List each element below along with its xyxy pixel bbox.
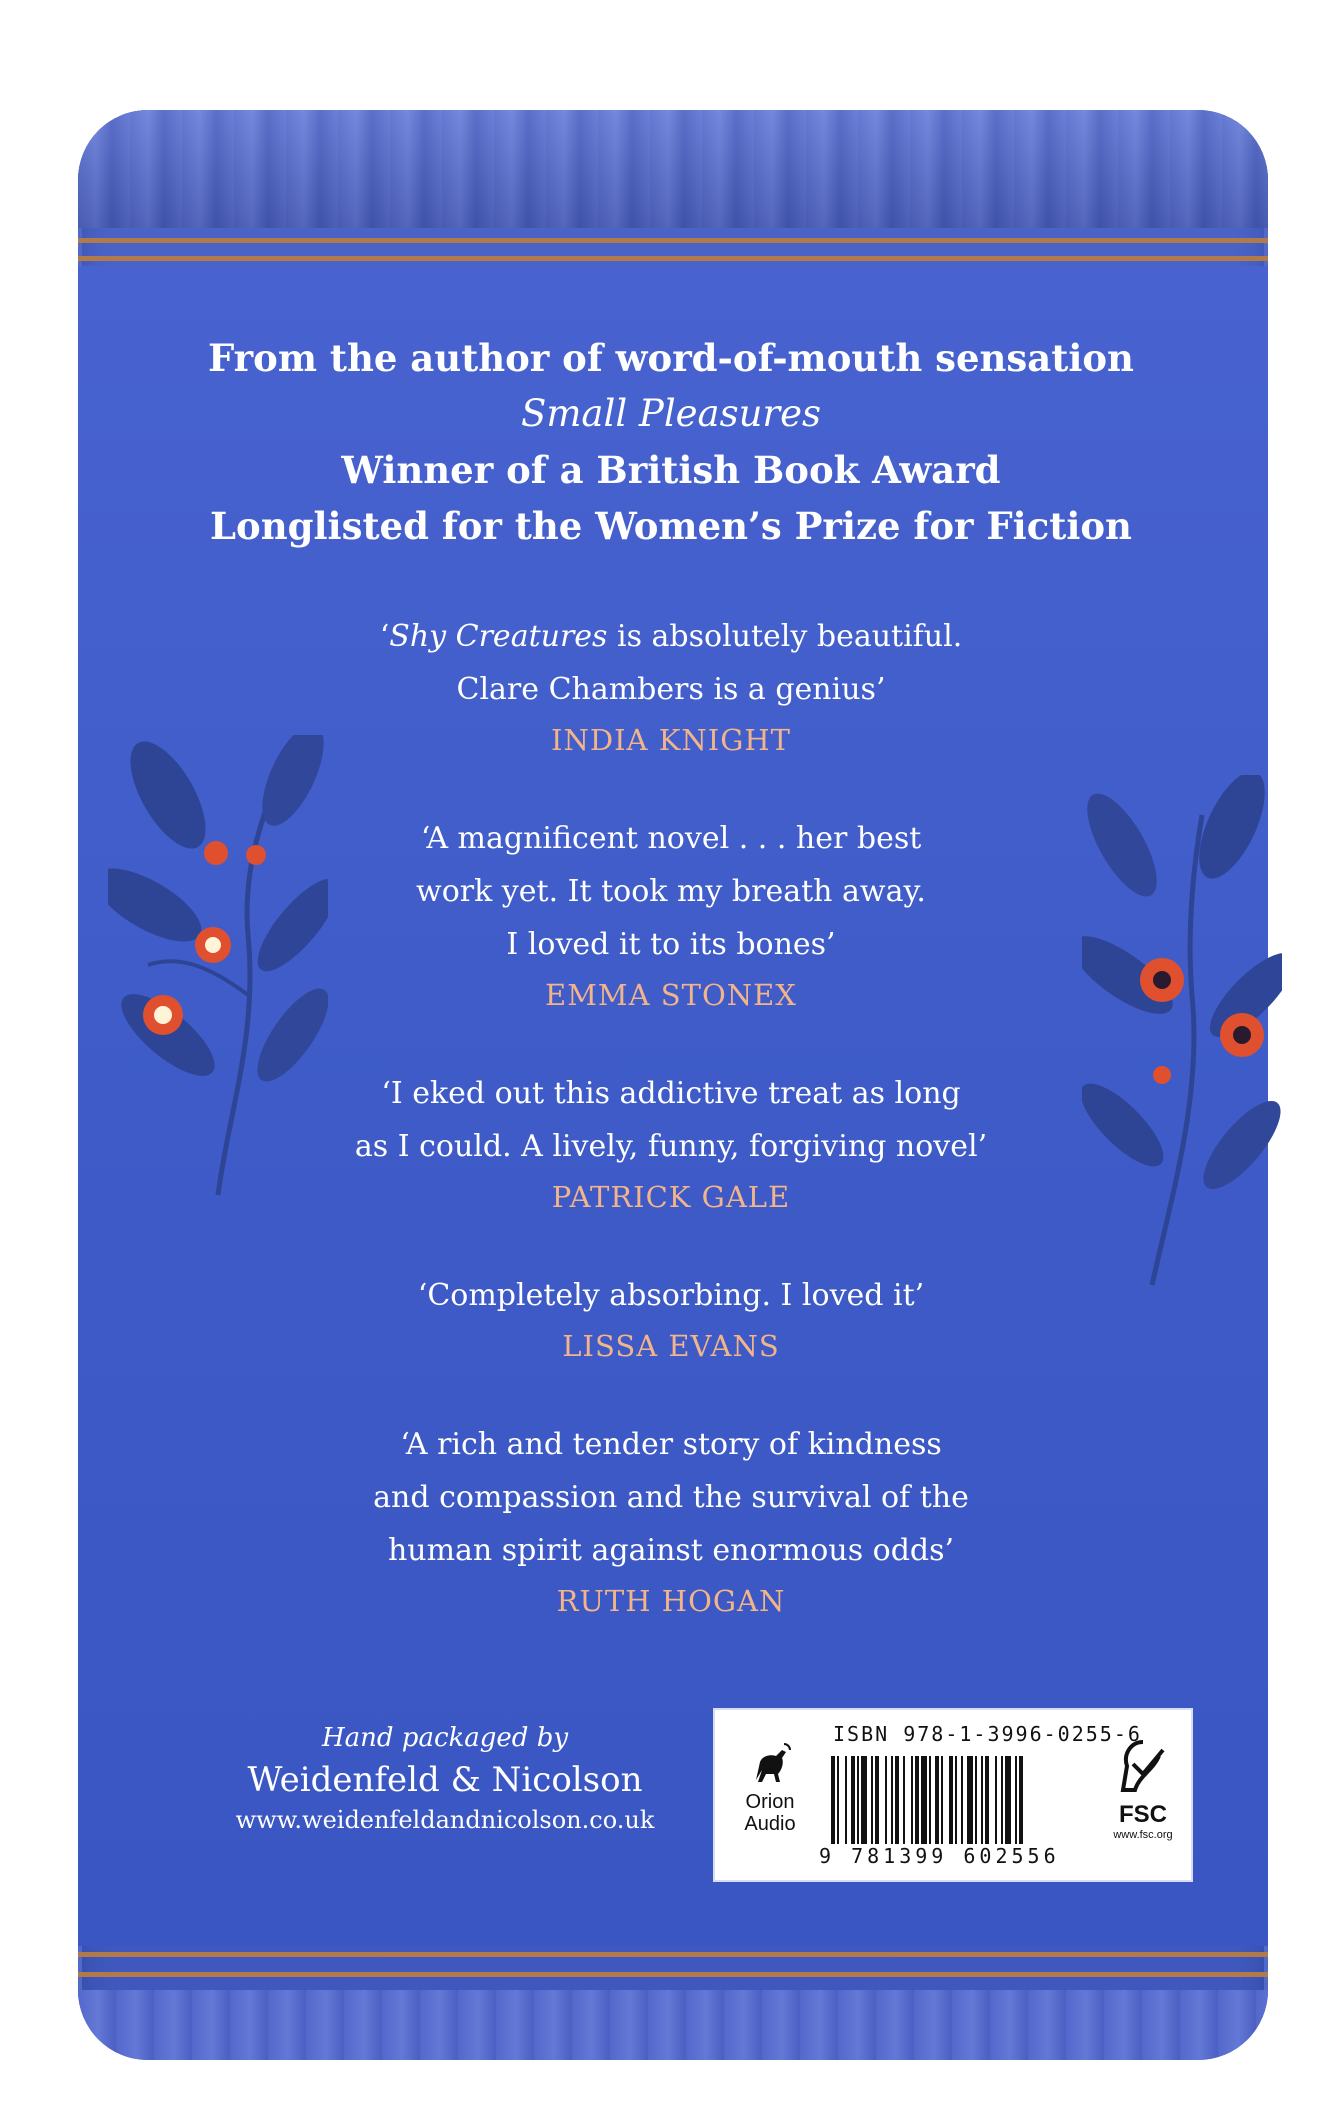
isbn-text: ISBN 978-1-3996-0255-6 (833, 1722, 1142, 1746)
gold-band (78, 1952, 1268, 1957)
barcode-bar (861, 1756, 867, 1844)
publisher-lead: Hand packaged by (321, 1723, 569, 1753)
gold-band (78, 1972, 1268, 1977)
quote-line: and compassion and the survival of the (373, 1480, 969, 1515)
barcode-bar (915, 1756, 919, 1844)
quote-line: ‘A magnificent novel . . . her best (420, 821, 922, 856)
headline-line: Winner of a British Book Award (341, 448, 1001, 492)
barcode-bar (857, 1756, 859, 1844)
barcode-bar (875, 1756, 879, 1844)
barcode-bar (851, 1756, 855, 1844)
barcode-bar (921, 1756, 927, 1844)
tin-base (78, 1990, 1268, 2060)
barcode-label (713, 1708, 1193, 1882)
barcode-bar (871, 1756, 873, 1844)
headline-line: Longlisted for the Women’s Prize for Fiction (210, 504, 1132, 548)
review-quote (0, 610, 1342, 764)
review-quote (0, 1067, 1342, 1221)
quote-line: ‘Completely absorbing. I loved it’ (417, 1278, 925, 1313)
imprint-line: Audio (744, 1813, 796, 1835)
quote-line: as I could. A lively, funny, forgiving novel’ (354, 1129, 988, 1164)
quote-line: ‘A rich and tender story of kindness (400, 1427, 942, 1462)
barcode-bar (929, 1756, 931, 1844)
quote-line: ‘I eked out this addictive treat as long (381, 1076, 961, 1111)
quote-author: LISSA EVANS (562, 1329, 780, 1363)
barcode-graphic (827, 1756, 1087, 1848)
barcode-bar (845, 1756, 847, 1844)
barcode-bar (975, 1756, 977, 1844)
gold-band (78, 238, 1268, 243)
barcode-bar (891, 1756, 893, 1844)
quote-book-title: Shy Creatures (389, 619, 608, 654)
barcode-bar (837, 1756, 839, 1844)
headline (0, 330, 1342, 554)
headline-book-title: Small Pleasures (521, 392, 821, 435)
headline-line: From the author of word-of-mouth sensation (208, 336, 1134, 380)
tree-check-icon (1113, 1736, 1173, 1796)
barcode-bar (935, 1756, 939, 1844)
review-quotes (0, 610, 1342, 1673)
barcode-bar (955, 1756, 957, 1844)
quote-line: I loved it to its bones’ (506, 927, 836, 962)
barcode-bar (1005, 1756, 1011, 1844)
review-quote (0, 1418, 1342, 1625)
quote-author: PATRICK GALE (551, 1180, 791, 1214)
barcode-bar (949, 1756, 953, 1844)
quote-line: ‘Shy Creatures is absolutely beautiful. (379, 619, 963, 654)
review-quote (0, 1269, 1342, 1370)
barcode-bar (961, 1756, 963, 1844)
tin-lid-shade (78, 110, 1268, 228)
publisher-block (210, 1720, 680, 1836)
barcode-bar (941, 1756, 943, 1844)
fsc-url: www.fsc.org (1113, 1829, 1173, 1841)
quote-author: EMMA STONEX (545, 978, 797, 1012)
gold-band (78, 256, 1268, 261)
barcode-number: 9 781399 602556 (819, 1844, 1060, 1868)
barcode-bar (1001, 1756, 1003, 1844)
quote-line: Clare Chambers is a genius’ (456, 672, 886, 707)
barcode-bar (1015, 1756, 1017, 1844)
fsc-logo (1105, 1736, 1181, 1841)
quote-author: RUTH HOGAN (556, 1584, 786, 1618)
quote-line: work yet. It took my breath away. (416, 874, 926, 909)
quote-author: INDIA KNIGHT (551, 723, 791, 757)
barcode-bar (903, 1756, 905, 1844)
review-quote (0, 812, 1342, 1019)
greyhound-icon (748, 1740, 792, 1786)
barcode-bar (885, 1756, 887, 1844)
orion-audio-logo (735, 1740, 805, 1835)
quote-line: human spirit against enormous odds’ (387, 1533, 955, 1568)
barcode-bar (911, 1756, 913, 1844)
publisher-url: www.weidenfeldandnicolson.co.uk (235, 1806, 655, 1834)
barcode-bar (895, 1756, 899, 1844)
barcode-bar (995, 1756, 997, 1844)
publisher-name: Weidenfeld & Nicolson (247, 1760, 643, 1800)
barcode-bar (831, 1756, 835, 1844)
barcode-bar (985, 1756, 989, 1844)
barcode-bar (981, 1756, 983, 1844)
imprint-line: Orion (745, 1791, 795, 1813)
barcode-bar (967, 1756, 973, 1844)
fsc-name: FSC (1119, 1801, 1167, 1828)
barcode-bar (1019, 1756, 1023, 1844)
